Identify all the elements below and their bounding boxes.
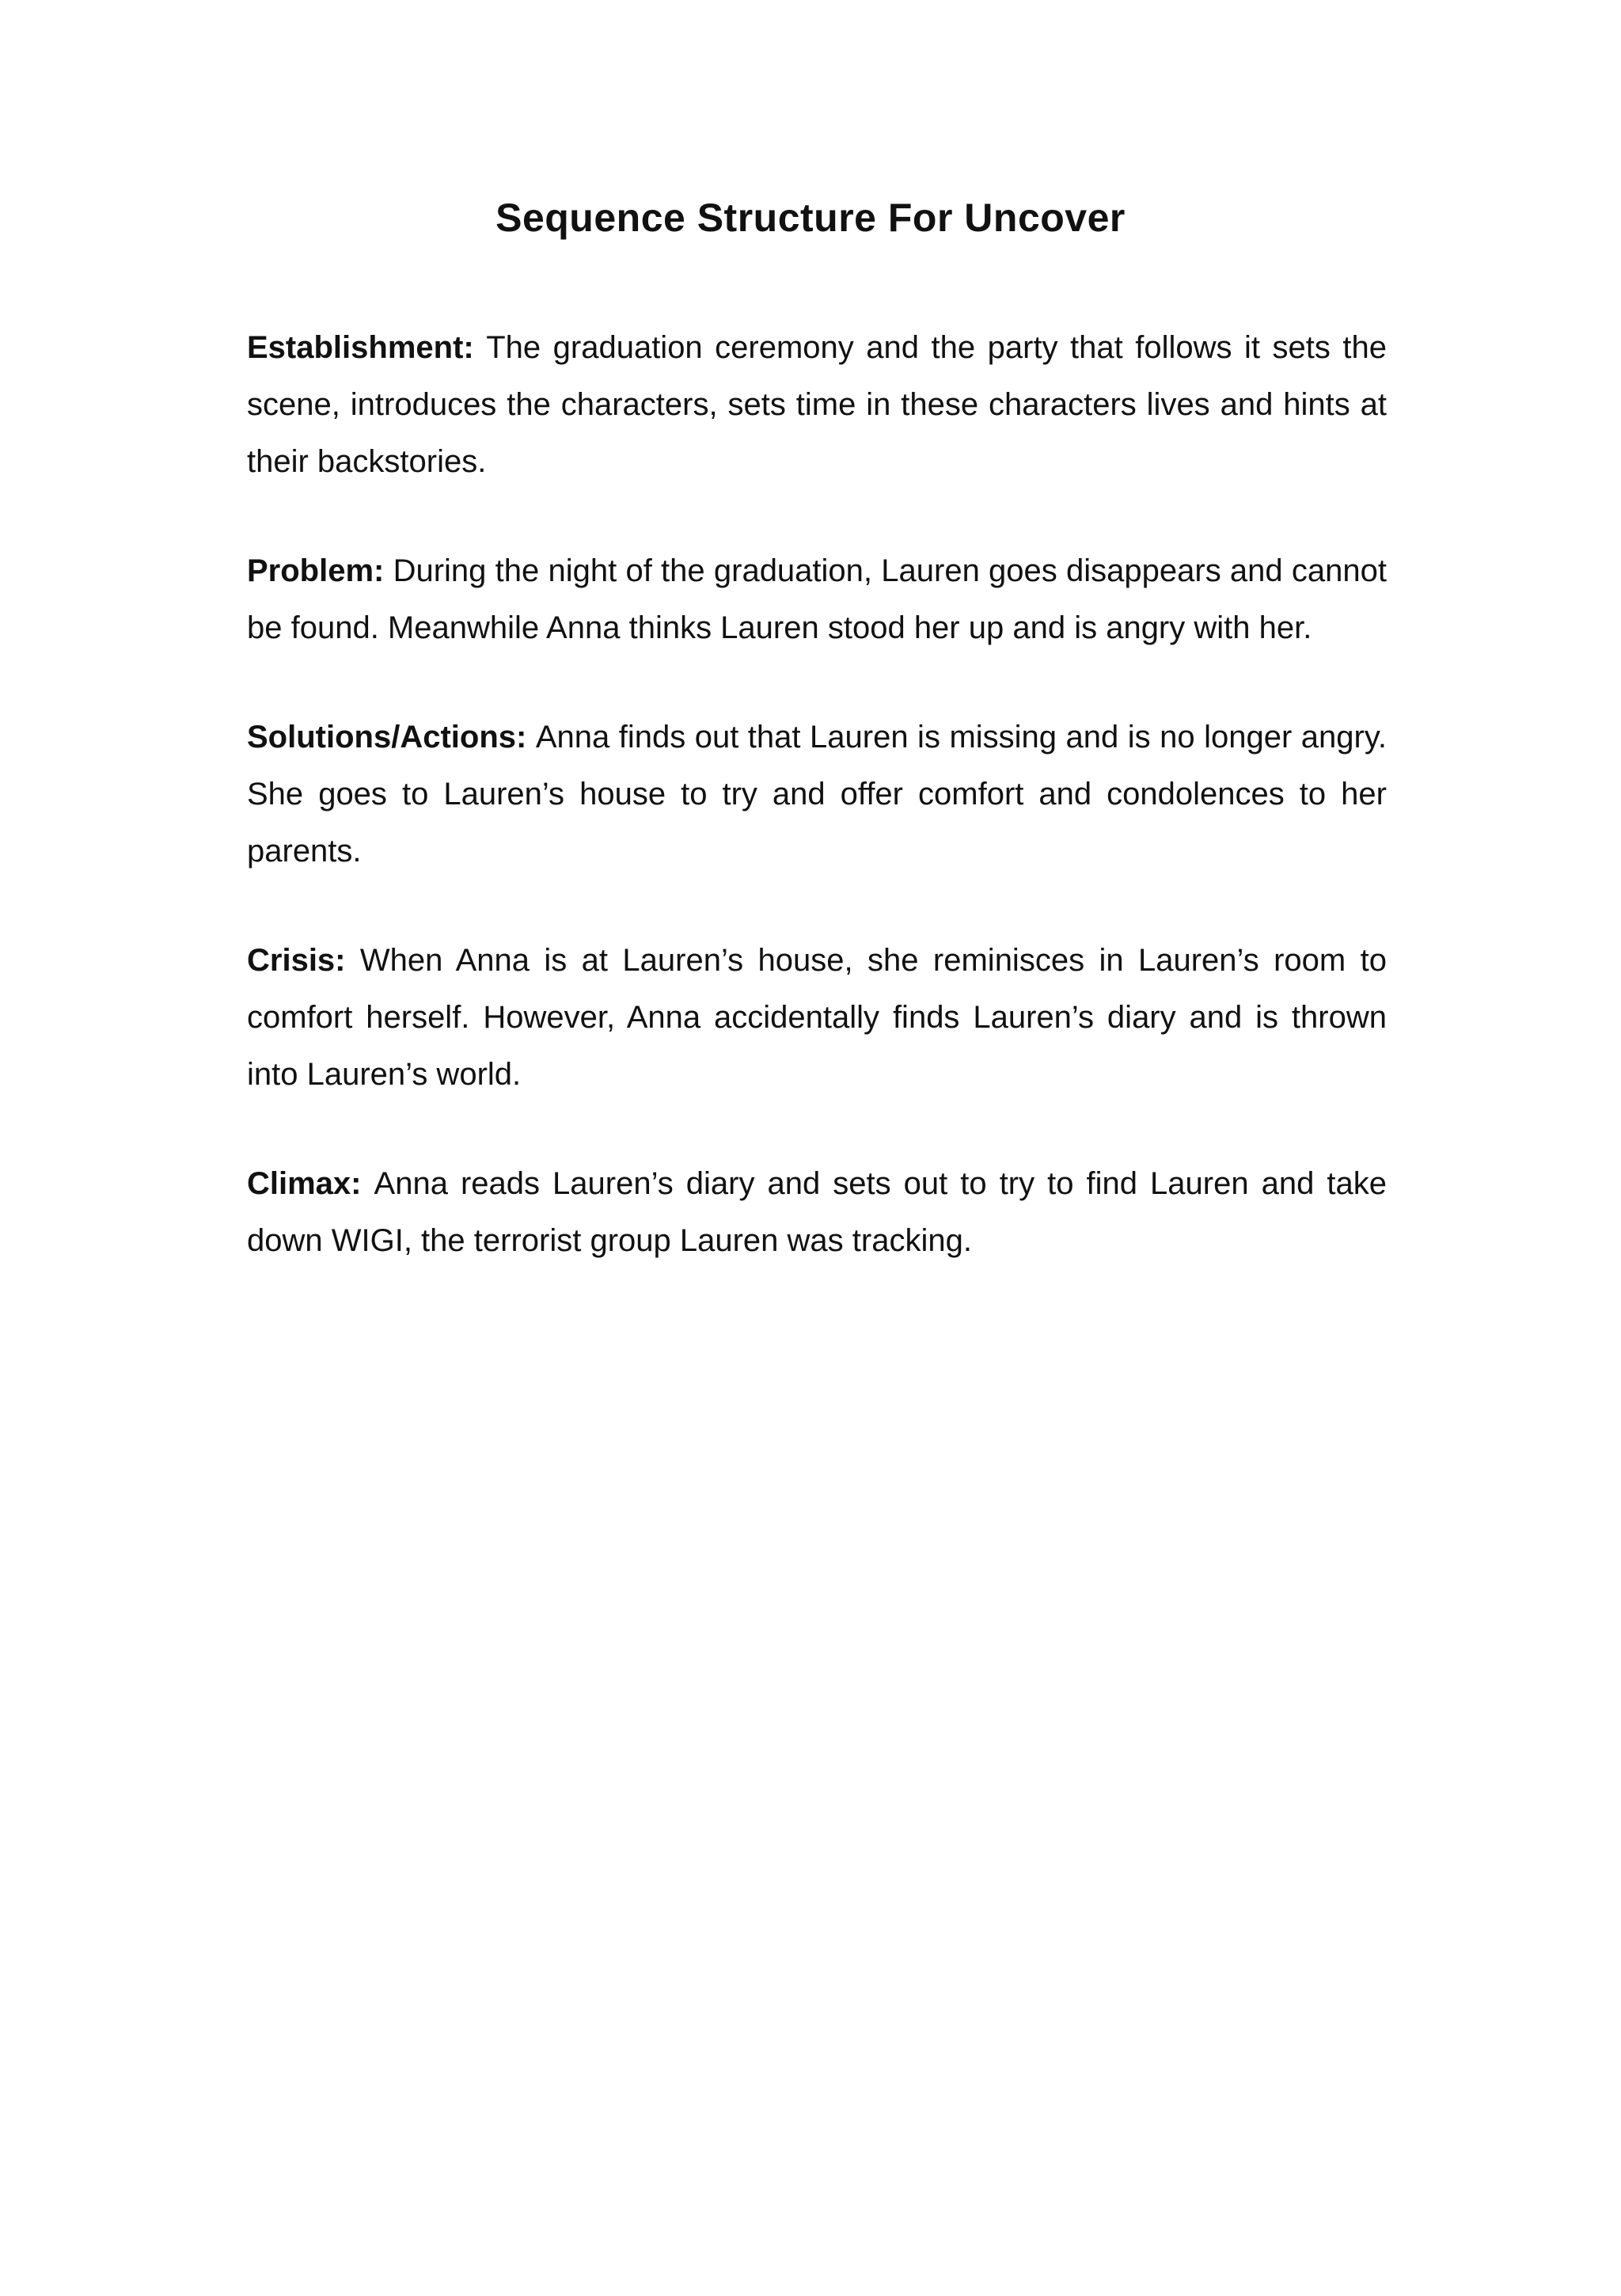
document-body: [247, 319, 1387, 1321]
section-text: The graduation ceremony and the party that follows it sets the scene, introduces the characters, sets time in these characters lives and hints at their backstories.: [247, 330, 1387, 479]
section-text: When Anna is at Lauren’s house, she reminisces in Lauren’s room to comfort herself. However, Anna accidentally finds Lauren’s diary and is thrown into Lauren’s world.: [247, 943, 1387, 1092]
section-text: During the night of the graduation, Lauren goes disappears and cannot be found. Meanwhile Anna thinks Lauren stood her up and is angry with her.: [247, 553, 1387, 645]
section-establishment: [247, 319, 1387, 490]
section-label: Solutions/Actions:: [247, 720, 536, 755]
section-problem: [247, 542, 1387, 656]
section-solutions-actions: [247, 709, 1387, 880]
section-text: Anna reads Lauren’s diary and sets out to try to find Lauren and take down WIGI, the terrorist group Lauren was tracking.: [247, 1166, 1388, 1258]
document-title: Sequence Structure For Uncover: [495, 196, 1126, 240]
section-climax: [247, 1155, 1387, 1269]
section-label: Climax:: [247, 1166, 374, 1201]
section-text: Anna finds out that Lauren is missing and is no longer angry. She goes to Lauren’s house to try and offer comfort and condolences to her parents.: [247, 720, 1387, 869]
section-label: Problem:: [247, 553, 393, 588]
section-crisis: [247, 932, 1387, 1103]
section-label: Crisis:: [247, 943, 360, 978]
section-label: Establishment:: [247, 330, 487, 365]
